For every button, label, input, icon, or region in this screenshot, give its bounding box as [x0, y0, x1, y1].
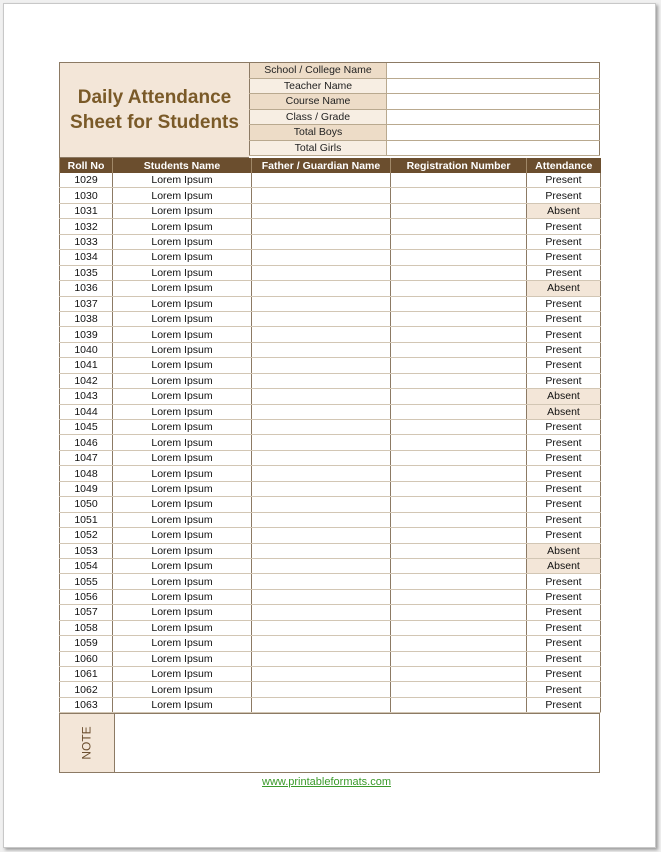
attendance-cell: Present: [527, 250, 601, 265]
guardian-name-cell[interactable]: [252, 543, 391, 558]
attendance-cell: Present: [527, 574, 601, 589]
info-row: [249, 63, 600, 79]
registration-number-cell[interactable]: [391, 466, 527, 481]
table-row: [60, 620, 601, 635]
table-row: [60, 311, 601, 326]
guardian-name-cell[interactable]: [252, 281, 391, 296]
guardian-name-cell[interactable]: [252, 265, 391, 280]
registration-number-cell[interactable]: [391, 420, 527, 435]
table-row: [60, 558, 601, 573]
guardian-name-cell[interactable]: [252, 558, 391, 573]
roll-no-cell: 1041: [60, 358, 113, 373]
attendance-cell: Present: [527, 173, 601, 188]
info-label: Course Name: [249, 94, 387, 109]
table-row: [60, 389, 601, 404]
attendance-cell: Present: [527, 311, 601, 326]
registration-number-cell[interactable]: [391, 558, 527, 573]
info-value-field[interactable]: [387, 63, 600, 78]
registration-number-cell[interactable]: [391, 450, 527, 465]
roll-no-cell: 1052: [60, 528, 113, 543]
column-header: Attendance: [527, 158, 601, 173]
table-row: [60, 435, 601, 450]
footer: [0, 776, 661, 788]
roll-no-cell: 1044: [60, 404, 113, 419]
registration-number-cell[interactable]: [391, 651, 527, 666]
table-row: [60, 466, 601, 481]
attendance-cell: Absent: [527, 203, 601, 218]
registration-number-cell[interactable]: [391, 404, 527, 419]
table-row: [60, 420, 601, 435]
document-page: [3, 3, 656, 848]
student-name-cell: Lorem Ipsum: [113, 265, 252, 280]
table-row: [60, 203, 601, 218]
roll-no-cell: 1054: [60, 558, 113, 573]
registration-number-cell[interactable]: [391, 636, 527, 651]
table-header-row: [60, 158, 601, 173]
student-name-cell: Lorem Ipsum: [113, 558, 252, 573]
column-header: Father / Guardian Name: [252, 158, 391, 173]
table-row: [60, 481, 601, 496]
sheet-title: [59, 62, 249, 158]
attendance-cell: Present: [527, 605, 601, 620]
footer-link[interactable]: www.printableformats.com: [262, 776, 391, 788]
attendance-cell: Present: [527, 342, 601, 357]
attendance-cell: Present: [527, 373, 601, 388]
roll-no-cell: 1061: [60, 667, 113, 682]
registration-number-cell[interactable]: [391, 512, 527, 527]
student-name-cell: Lorem Ipsum: [113, 574, 252, 589]
roll-no-cell: 1038: [60, 311, 113, 326]
attendance-cell: Present: [527, 682, 601, 697]
registration-number-cell[interactable]: [391, 667, 527, 682]
attendance-cell: Present: [527, 667, 601, 682]
table-row: [60, 265, 601, 280]
guardian-name-cell[interactable]: [252, 667, 391, 682]
attendance-cell: Absent: [527, 281, 601, 296]
attendance-cell: Present: [527, 512, 601, 527]
registration-number-cell[interactable]: [391, 234, 527, 249]
student-name-cell: Lorem Ipsum: [113, 512, 252, 527]
table-row: [60, 219, 601, 234]
table-row: [60, 512, 601, 527]
attendance-cell: Absent: [527, 389, 601, 404]
info-value-field[interactable]: [387, 79, 600, 94]
table-row: [60, 497, 601, 512]
registration-number-cell[interactable]: [391, 173, 527, 188]
attendance-cell: Present: [527, 219, 601, 234]
attendance-cell: Present: [527, 651, 601, 666]
guardian-name-cell[interactable]: [252, 173, 391, 188]
student-name-cell: Lorem Ipsum: [113, 450, 252, 465]
info-label: Class / Grade: [249, 110, 387, 125]
student-name-cell: Lorem Ipsum: [113, 250, 252, 265]
student-name-cell: Lorem Ipsum: [113, 636, 252, 651]
roll-no-cell: 1031: [60, 203, 113, 218]
attendance-cell: Present: [527, 589, 601, 604]
registration-number-cell[interactable]: [391, 481, 527, 496]
registration-number-cell[interactable]: [391, 311, 527, 326]
info-value-field[interactable]: [387, 125, 600, 140]
roll-no-cell: 1060: [60, 651, 113, 666]
attendance-cell: Present: [527, 450, 601, 465]
attendance-cell: Present: [527, 420, 601, 435]
roll-no-cell: 1058: [60, 620, 113, 635]
registration-number-cell[interactable]: [391, 497, 527, 512]
student-name-cell: Lorem Ipsum: [113, 234, 252, 249]
student-name-cell: Lorem Ipsum: [113, 528, 252, 543]
guardian-name-cell[interactable]: [252, 203, 391, 218]
student-name-cell: Lorem Ipsum: [113, 620, 252, 635]
roll-no-cell: 1047: [60, 450, 113, 465]
registration-number-cell[interactable]: [391, 327, 527, 342]
roll-no-cell: 1059: [60, 636, 113, 651]
attendance-cell: Present: [527, 296, 601, 311]
table-row: [60, 682, 601, 697]
info-row: [249, 141, 600, 157]
guardian-name-cell[interactable]: [252, 420, 391, 435]
table-row: [60, 651, 601, 666]
student-name-cell: Lorem Ipsum: [113, 697, 252, 712]
table-row: [60, 342, 601, 357]
roll-no-cell: 1049: [60, 481, 113, 496]
guardian-name-cell[interactable]: [252, 296, 391, 311]
guardian-name-cell[interactable]: [252, 234, 391, 249]
title-line-1: Daily Attendance: [77, 87, 232, 108]
note-area[interactable]: [115, 714, 599, 772]
student-name-cell: Lorem Ipsum: [113, 420, 252, 435]
registration-number-cell[interactable]: [391, 389, 527, 404]
registration-number-cell[interactable]: [391, 605, 527, 620]
roll-no-cell: 1046: [60, 435, 113, 450]
guardian-name-cell[interactable]: [252, 358, 391, 373]
registration-number-cell[interactable]: [391, 682, 527, 697]
attendance-cell: Present: [527, 188, 601, 203]
roll-no-cell: 1039: [60, 327, 113, 342]
attendance-cell: Present: [527, 497, 601, 512]
student-name-cell: Lorem Ipsum: [113, 389, 252, 404]
info-label: Total Boys: [249, 125, 387, 140]
attendance-cell: Absent: [527, 558, 601, 573]
guardian-name-cell[interactable]: [252, 373, 391, 388]
guardian-name-cell[interactable]: [252, 404, 391, 419]
column-header: Registration Number: [391, 158, 527, 173]
student-name-cell: Lorem Ipsum: [113, 373, 252, 388]
guardian-name-cell[interactable]: [252, 528, 391, 543]
registration-number-cell[interactable]: [391, 574, 527, 589]
roll-no-cell: 1056: [60, 589, 113, 604]
guardian-name-cell[interactable]: [252, 342, 391, 357]
student-name-cell: Lorem Ipsum: [113, 481, 252, 496]
attendance-cell: Present: [527, 697, 601, 712]
roll-no-cell: 1050: [60, 497, 113, 512]
attendance-cell: Present: [527, 481, 601, 496]
attendance-cell: Present: [527, 265, 601, 280]
student-name-cell: Lorem Ipsum: [113, 203, 252, 218]
roll-no-cell: 1040: [60, 342, 113, 357]
roll-no-cell: 1036: [60, 281, 113, 296]
roll-no-cell: 1043: [60, 389, 113, 404]
registration-number-cell[interactable]: [391, 373, 527, 388]
info-row: [249, 79, 600, 95]
roll-no-cell: 1030: [60, 188, 113, 203]
guardian-name-cell[interactable]: [252, 435, 391, 450]
attendance-cell: Present: [527, 435, 601, 450]
guardian-name-cell[interactable]: [252, 497, 391, 512]
guardian-name-cell[interactable]: [252, 636, 391, 651]
title-line-2: Sheet for Students: [70, 112, 239, 133]
table-row: [60, 404, 601, 419]
info-value-field[interactable]: [387, 110, 600, 125]
attendance-cell: Present: [527, 466, 601, 481]
guardian-name-cell[interactable]: [252, 481, 391, 496]
roll-no-cell: 1057: [60, 605, 113, 620]
registration-number-cell[interactable]: [391, 620, 527, 635]
student-name-cell: Lorem Ipsum: [113, 188, 252, 203]
table-row: [60, 667, 601, 682]
registration-number-cell[interactable]: [391, 265, 527, 280]
info-value-field[interactable]: [387, 94, 600, 109]
guardian-name-cell[interactable]: [252, 250, 391, 265]
registration-number-cell[interactable]: [391, 528, 527, 543]
attendance-table: [59, 158, 601, 713]
student-name-cell: Lorem Ipsum: [113, 605, 252, 620]
guardian-name-cell[interactable]: [252, 589, 391, 604]
info-row: [249, 110, 600, 126]
guardian-name-cell[interactable]: [252, 327, 391, 342]
info-label: Teacher Name: [249, 79, 387, 94]
table-row: [60, 234, 601, 249]
attendance-sheet: [59, 62, 600, 773]
guardian-name-cell[interactable]: [252, 574, 391, 589]
attendance-cell: Present: [527, 327, 601, 342]
table-row: [60, 697, 601, 712]
guardian-name-cell[interactable]: [252, 188, 391, 203]
roll-no-cell: 1037: [60, 296, 113, 311]
roll-no-cell: 1029: [60, 173, 113, 188]
registration-number-cell[interactable]: [391, 219, 527, 234]
attendance-cell: Present: [527, 620, 601, 635]
attendance-cell: Absent: [527, 404, 601, 419]
info-row: [249, 94, 600, 110]
info-label: School / College Name: [249, 63, 387, 78]
table-row: [60, 327, 601, 342]
table-row: [60, 543, 601, 558]
student-name-cell: Lorem Ipsum: [113, 327, 252, 342]
guardian-name-cell[interactable]: [252, 682, 391, 697]
attendance-cell: Present: [527, 528, 601, 543]
column-header: Students Name: [113, 158, 252, 173]
student-name-cell: Lorem Ipsum: [113, 682, 252, 697]
roll-no-cell: 1045: [60, 420, 113, 435]
table-row: [60, 296, 601, 311]
student-name-cell: Lorem Ipsum: [113, 589, 252, 604]
roll-no-cell: 1063: [60, 697, 113, 712]
registration-number-cell[interactable]: [391, 589, 527, 604]
student-name-cell: Lorem Ipsum: [113, 466, 252, 481]
attendance-cell: Present: [527, 358, 601, 373]
student-name-cell: Lorem Ipsum: [113, 219, 252, 234]
registration-number-cell[interactable]: [391, 435, 527, 450]
roll-no-cell: 1055: [60, 574, 113, 589]
student-name-cell: Lorem Ipsum: [113, 311, 252, 326]
guardian-name-cell[interactable]: [252, 311, 391, 326]
table-row: [60, 188, 601, 203]
roll-no-cell: 1034: [60, 250, 113, 265]
table-row: [60, 589, 601, 604]
roll-no-cell: 1042: [60, 373, 113, 388]
column-header: Roll No: [60, 158, 113, 173]
guardian-name-cell[interactable]: [252, 466, 391, 481]
student-name-cell: Lorem Ipsum: [113, 404, 252, 419]
student-name-cell: Lorem Ipsum: [113, 173, 252, 188]
student-name-cell: Lorem Ipsum: [113, 651, 252, 666]
registration-number-cell[interactable]: [391, 543, 527, 558]
note-label: NOTE: [80, 726, 94, 760]
roll-no-cell: 1062: [60, 682, 113, 697]
sheet-header: [59, 62, 600, 158]
guardian-name-cell[interactable]: [252, 651, 391, 666]
guardian-name-cell[interactable]: [252, 697, 391, 712]
roll-no-cell: 1051: [60, 512, 113, 527]
student-name-cell: Lorem Ipsum: [113, 667, 252, 682]
attendance-cell: Present: [527, 636, 601, 651]
roll-no-cell: 1035: [60, 265, 113, 280]
table-row: [60, 574, 601, 589]
guardian-name-cell[interactable]: [252, 605, 391, 620]
guardian-name-cell[interactable]: [252, 450, 391, 465]
registration-number-cell[interactable]: [391, 296, 527, 311]
guardian-name-cell[interactable]: [252, 219, 391, 234]
student-name-cell: Lorem Ipsum: [113, 281, 252, 296]
registration-number-cell[interactable]: [391, 342, 527, 357]
student-name-cell: Lorem Ipsum: [113, 358, 252, 373]
student-name-cell: Lorem Ipsum: [113, 342, 252, 357]
registration-number-cell[interactable]: [391, 697, 527, 712]
note-label-cell: [60, 714, 115, 772]
table-row: [60, 373, 601, 388]
guardian-name-cell[interactable]: [252, 620, 391, 635]
roll-no-cell: 1032: [60, 219, 113, 234]
info-label: Total Girls: [249, 141, 387, 156]
registration-number-cell[interactable]: [391, 250, 527, 265]
registration-number-cell[interactable]: [391, 358, 527, 373]
table-row: [60, 281, 601, 296]
info-row: [249, 125, 600, 141]
table-row: [60, 450, 601, 465]
table-row: [60, 528, 601, 543]
student-name-cell: Lorem Ipsum: [113, 296, 252, 311]
registration-number-cell[interactable]: [391, 203, 527, 218]
info-fields: [249, 62, 600, 158]
guardian-name-cell[interactable]: [252, 512, 391, 527]
table-row: [60, 173, 601, 188]
student-name-cell: Lorem Ipsum: [113, 497, 252, 512]
table-row: [60, 605, 601, 620]
student-name-cell: Lorem Ipsum: [113, 435, 252, 450]
guardian-name-cell[interactable]: [252, 389, 391, 404]
registration-number-cell[interactable]: [391, 188, 527, 203]
note-section: [59, 713, 600, 773]
info-value-field[interactable]: [387, 141, 600, 156]
registration-number-cell[interactable]: [391, 281, 527, 296]
table-row: [60, 250, 601, 265]
roll-no-cell: 1033: [60, 234, 113, 249]
student-name-cell: Lorem Ipsum: [113, 543, 252, 558]
table-row: [60, 358, 601, 373]
table-row: [60, 636, 601, 651]
table-body: [60, 173, 601, 713]
roll-no-cell: 1048: [60, 466, 113, 481]
roll-no-cell: 1053: [60, 543, 113, 558]
attendance-cell: Absent: [527, 543, 601, 558]
attendance-cell: Present: [527, 234, 601, 249]
